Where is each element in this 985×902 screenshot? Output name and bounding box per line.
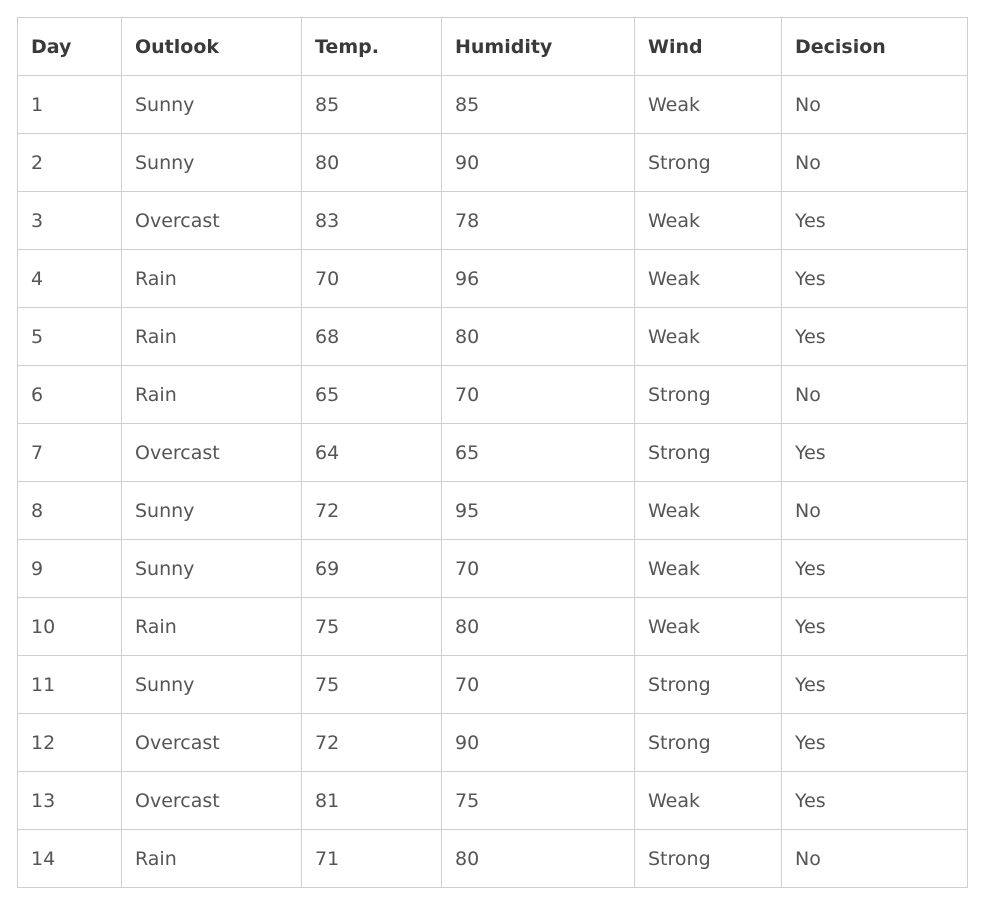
cell-temp: 64 xyxy=(302,424,442,482)
cell-wind: Weak xyxy=(635,482,782,540)
cell-wind: Weak xyxy=(635,76,782,134)
table-body xyxy=(18,76,968,888)
cell-outlook: Sunny xyxy=(122,540,302,598)
cell-temp: 72 xyxy=(302,714,442,772)
table-row xyxy=(18,598,968,656)
cell-decision: Yes xyxy=(782,714,968,772)
table-row xyxy=(18,366,968,424)
cell-decision: Yes xyxy=(782,540,968,598)
cell-outlook: Rain xyxy=(122,366,302,424)
cell-humidity: 96 xyxy=(442,250,635,308)
table-row xyxy=(18,656,968,714)
weather-decision-table xyxy=(17,17,968,888)
cell-temp: 85 xyxy=(302,76,442,134)
cell-temp: 75 xyxy=(302,598,442,656)
cell-wind: Weak xyxy=(635,250,782,308)
cell-decision: No xyxy=(782,830,968,888)
table-row xyxy=(18,308,968,366)
cell-wind: Strong xyxy=(635,366,782,424)
table-header-row xyxy=(18,18,968,76)
cell-decision: Yes xyxy=(782,656,968,714)
weather-decision-table-container xyxy=(17,17,967,888)
cell-temp: 65 xyxy=(302,366,442,424)
cell-humidity: 75 xyxy=(442,772,635,830)
cell-temp: 81 xyxy=(302,772,442,830)
table-row xyxy=(18,250,968,308)
cell-decision: Yes xyxy=(782,250,968,308)
cell-day: 7 xyxy=(18,424,122,482)
cell-wind: Strong xyxy=(635,830,782,888)
cell-day: 6 xyxy=(18,366,122,424)
cell-outlook: Sunny xyxy=(122,76,302,134)
cell-humidity: 70 xyxy=(442,540,635,598)
cell-humidity: 78 xyxy=(442,192,635,250)
cell-day: 5 xyxy=(18,308,122,366)
cell-humidity: 70 xyxy=(442,366,635,424)
cell-wind: Strong xyxy=(635,714,782,772)
cell-day: 10 xyxy=(18,598,122,656)
cell-temp: 72 xyxy=(302,482,442,540)
cell-day: 2 xyxy=(18,134,122,192)
cell-outlook: Overcast xyxy=(122,424,302,482)
cell-decision: Yes xyxy=(782,772,968,830)
cell-wind: Strong xyxy=(635,134,782,192)
cell-day: 13 xyxy=(18,772,122,830)
cell-humidity: 85 xyxy=(442,76,635,134)
cell-wind: Strong xyxy=(635,424,782,482)
table-row xyxy=(18,424,968,482)
table-row xyxy=(18,192,968,250)
cell-day: 14 xyxy=(18,830,122,888)
cell-temp: 83 xyxy=(302,192,442,250)
cell-humidity: 95 xyxy=(442,482,635,540)
header-day: Day xyxy=(18,18,122,76)
cell-outlook: Rain xyxy=(122,830,302,888)
cell-decision: No xyxy=(782,482,968,540)
cell-wind: Weak xyxy=(635,772,782,830)
table-row xyxy=(18,714,968,772)
cell-wind: Strong xyxy=(635,656,782,714)
cell-day: 8 xyxy=(18,482,122,540)
cell-humidity: 90 xyxy=(442,714,635,772)
cell-outlook: Overcast xyxy=(122,714,302,772)
cell-decision: No xyxy=(782,134,968,192)
header-wind: Wind xyxy=(635,18,782,76)
cell-outlook: Rain xyxy=(122,250,302,308)
cell-outlook: Sunny xyxy=(122,134,302,192)
cell-humidity: 80 xyxy=(442,308,635,366)
cell-day: 3 xyxy=(18,192,122,250)
cell-outlook: Sunny xyxy=(122,482,302,540)
cell-outlook: Overcast xyxy=(122,192,302,250)
cell-temp: 71 xyxy=(302,830,442,888)
cell-wind: Weak xyxy=(635,540,782,598)
table-row xyxy=(18,772,968,830)
table-row xyxy=(18,76,968,134)
cell-decision: Yes xyxy=(782,192,968,250)
table-row xyxy=(18,830,968,888)
cell-day: 12 xyxy=(18,714,122,772)
cell-wind: Weak xyxy=(635,192,782,250)
cell-humidity: 65 xyxy=(442,424,635,482)
header-temp: Temp. xyxy=(302,18,442,76)
cell-decision: No xyxy=(782,76,968,134)
table-row xyxy=(18,540,968,598)
cell-humidity: 80 xyxy=(442,830,635,888)
cell-outlook: Rain xyxy=(122,598,302,656)
table-row xyxy=(18,482,968,540)
cell-humidity: 80 xyxy=(442,598,635,656)
cell-temp: 70 xyxy=(302,250,442,308)
table-row xyxy=(18,134,968,192)
cell-decision: No xyxy=(782,366,968,424)
cell-humidity: 90 xyxy=(442,134,635,192)
cell-day: 9 xyxy=(18,540,122,598)
cell-temp: 68 xyxy=(302,308,442,366)
cell-wind: Weak xyxy=(635,308,782,366)
cell-outlook: Sunny xyxy=(122,656,302,714)
cell-wind: Weak xyxy=(635,598,782,656)
cell-temp: 80 xyxy=(302,134,442,192)
cell-decision: Yes xyxy=(782,598,968,656)
header-humidity: Humidity xyxy=(442,18,635,76)
cell-outlook: Rain xyxy=(122,308,302,366)
cell-day: 11 xyxy=(18,656,122,714)
cell-day: 1 xyxy=(18,76,122,134)
cell-outlook: Overcast xyxy=(122,772,302,830)
cell-temp: 75 xyxy=(302,656,442,714)
cell-decision: Yes xyxy=(782,424,968,482)
header-outlook: Outlook xyxy=(122,18,302,76)
header-decision: Decision xyxy=(782,18,968,76)
cell-humidity: 70 xyxy=(442,656,635,714)
cell-decision: Yes xyxy=(782,308,968,366)
cell-temp: 69 xyxy=(302,540,442,598)
cell-day: 4 xyxy=(18,250,122,308)
